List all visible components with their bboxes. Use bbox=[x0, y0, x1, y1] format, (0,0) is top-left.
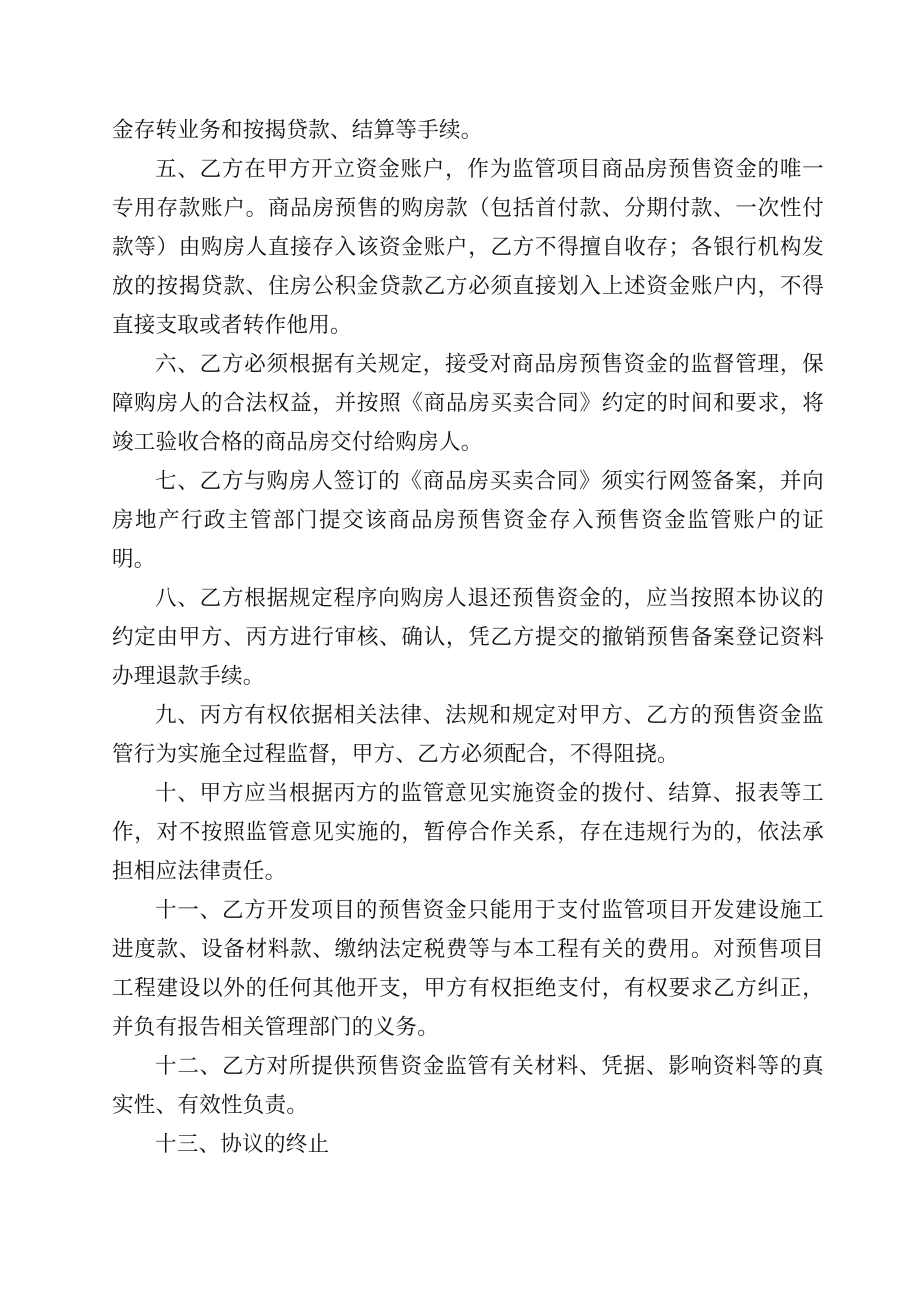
paragraph-clause-11: 十一、乙方开发项目的预售资金只能用于支付监管项目开发建设施工进度款、设备材料款、缴纳法定税费等与本工程有关的费用。对预售项目工程建设以外的任何其他开支，甲方有权拒绝支付，有权要求乙方纠正，并负有报告相关管理部门的义务。 bbox=[112, 898, 824, 1040]
paragraph-clause-9: 九、丙方有权依据相关法律、法规和规定对甲方、乙方的预售资金监管行为实施全过程监督，甲方、乙方必须配合，不得阻挠。 bbox=[112, 703, 824, 767]
paragraph-clause-10: 十、甲方应当根据丙方的监管意见实施资金的拨付、结算、报表等工作，对不按照监管意见实施的，暂停合作关系，存在违规行为的，依法承担相应法律责任。 bbox=[112, 781, 824, 884]
paragraph-clause-13: 十三、协议的终止 bbox=[155, 1132, 330, 1157]
paragraph-continuation: 金存转业务和按揭贷款、结算等手续。 bbox=[112, 118, 483, 143]
paragraph-clause-12: 十二、乙方对所提供预售资金监管有关材料、凭据、影响资料等的真实性、有效性负责。 bbox=[112, 1054, 824, 1118]
document-page bbox=[112, 111, 824, 1164]
paragraph-clause-5: 五、乙方在甲方开立资金账户，作为监管项目商品房预售资金的唯一专用存款账户。商品房预售的购房款（包括首付款、分期付款、一次性付款等）由购房人直接存入该资金账户，乙方不得擅自收存；各银行机构发放的按揭贷款、住房公积金贷款乙方必须直接划入上述资金账户内，不得直接支取或者转作他用。 bbox=[112, 157, 824, 338]
paragraph-clause-8: 八、乙方根据规定程序向购房人退还预售资金的，应当按照本协议的约定由甲方、丙方进行审核、确认，凭乙方提交的撤销预售备案登记资料办理退款手续。 bbox=[112, 586, 824, 689]
paragraph-clause-6: 六、乙方必须根据有关规定，接受对商品房预售资金的监督管理，保障购房人的合法权益，并按照《商品房买卖合同》约定的时间和要求，将竣工验收合格的商品房交付给购房人。 bbox=[112, 352, 824, 455]
paragraph-clause-7: 七、乙方与购房人签订的《商品房买卖合同》须实行网签备案，并向房地产行政主管部门提交该商品房预售资金存入预售资金监管账户的证明。 bbox=[112, 469, 824, 572]
